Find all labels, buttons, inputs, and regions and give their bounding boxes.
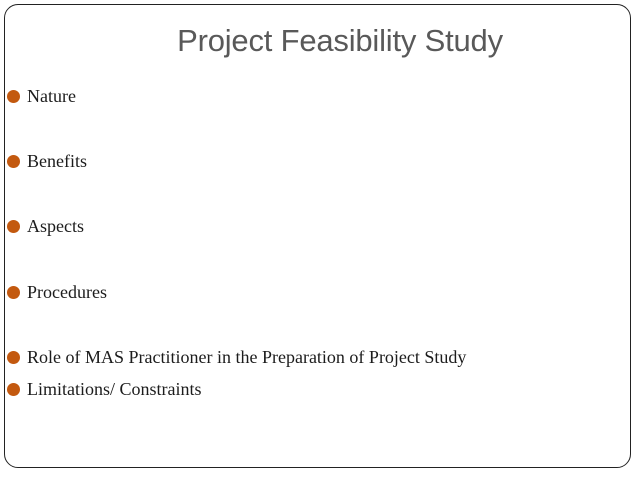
bullet-dot-icon: [7, 155, 20, 168]
bullet-dot-icon: [7, 286, 20, 299]
bullet-item-nature: [7, 84, 76, 108]
bullet-label: Procedures: [27, 281, 107, 302]
slide: [4, 4, 631, 468]
bullet-label: Aspects: [27, 215, 84, 236]
bullet-label: Role of MAS Practitioner in the Preparation of Project Study: [27, 346, 467, 367]
bullet-label: Benefits: [27, 150, 87, 171]
bullet-dot-icon: [7, 383, 20, 396]
bullet-dot-icon: [7, 220, 20, 233]
bullet-dot-icon: [7, 90, 20, 103]
bullet-item-procedures: [7, 280, 107, 304]
bullet-item-benefits: [7, 149, 87, 173]
bullet-dot-icon: [7, 351, 20, 364]
slide-title: Project Feasibility Study: [177, 23, 503, 58]
bullet-label: Limitations/ Constraints: [27, 378, 202, 399]
bullet-list: [7, 5, 627, 467]
bullet-item-limitations: [7, 377, 202, 401]
bullet-item-role-of-mas-practitioner: [7, 345, 466, 369]
bullet-label: Nature: [27, 85, 76, 106]
bullet-item-aspects: [7, 214, 84, 238]
